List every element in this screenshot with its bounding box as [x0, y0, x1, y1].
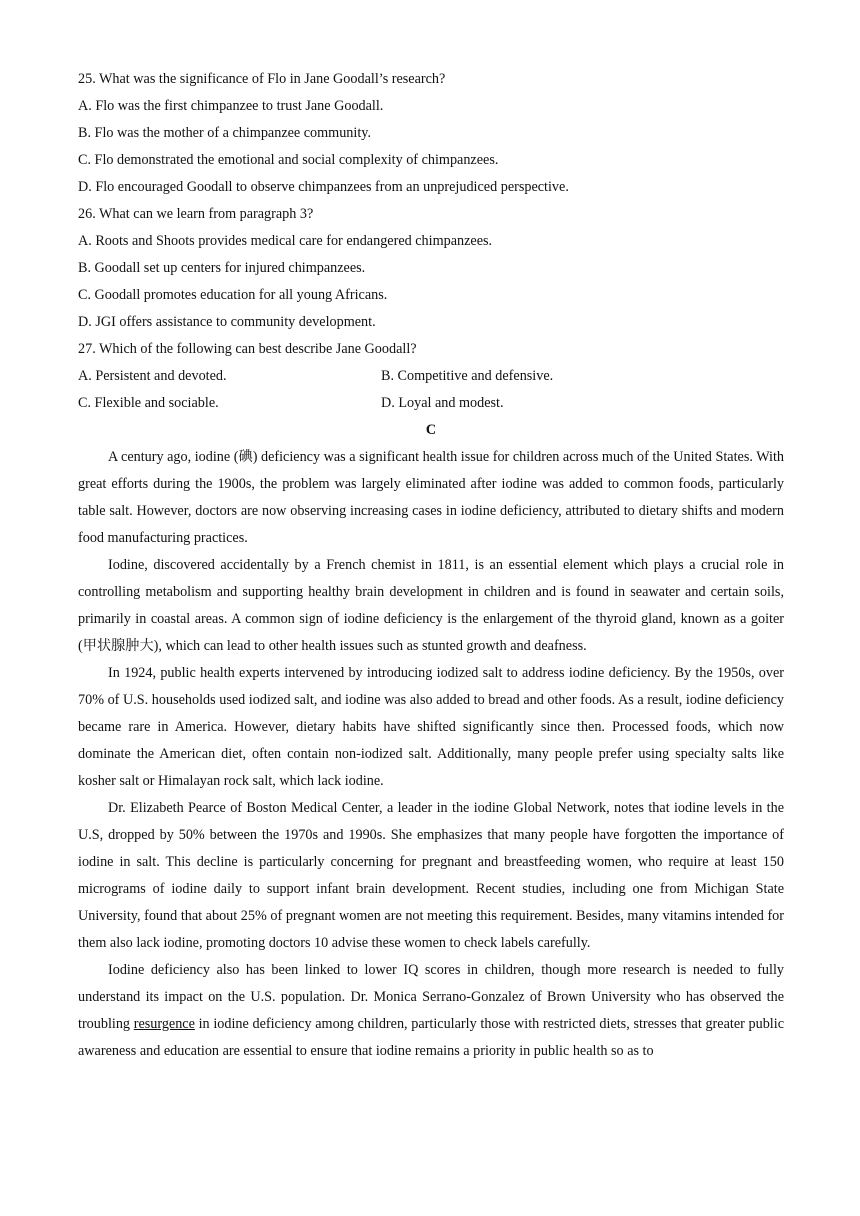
answer-option: C. Flexible and sociable.: [78, 395, 219, 411]
answer-option: A. Flo was the first chimpanzee to trust Jane Goodall.: [78, 98, 384, 114]
answer-option: D. Flo encouraged Goodall to observe chimpanzees from an unprejudiced perspective.: [78, 179, 569, 195]
paragraph-text: Iodine deficiency also has been linked to lower IQ scores in children, though more research is needed to fully understand its impact on the U.S. population. Dr. Monica Serrano-Gonzalez of Brown University who has observed the troubling: [78, 962, 784, 1032]
answer-option: A. Persistent and devoted.: [78, 368, 227, 384]
passage-paragraph: In 1924, public health experts intervened by introducing iodized salt to address iodine deficiency. By the 1950s, over 70% of U.S. households used iodized salt, and iodine was also added to bread and other foods. As a result, iodine deficiency became rare in America. However, dietary habits have shifted significantly since then. Processed foods, which now dominate the American diet, often contain non-iodized salt. Additionally, many people prefer using specialty salts like kosher salt or Himalayan rock salt, which lack iodine.: [78, 665, 784, 789]
question-stem: 27. Which of the following can best describe Jane Goodall?: [78, 341, 417, 357]
paragraph-text: in iodine deficiency among children, particularly those with restricted diets, stresses that greater public awareness and education are essential to ensure that iodine remains a priority in public health so as to: [78, 1016, 784, 1059]
underlined-word: resurgence: [133, 1016, 195, 1032]
passage-paragraph: [78, 957, 784, 1065]
passage-paragraph: Iodine, discovered accidentally by a French chemist in 1811, is an essential element which plays a crucial role in controlling metabolism and supporting healthy brain development in children and is found in seawater and certain soils, primarily in coastal areas. A common sign of iodine deficiency is the enlargement of the thyroid gland, known as a goiter (甲状腺肿大), which can lead to other health issues such as stunted growth and deafness.: [78, 557, 784, 654]
document-page: [78, 66, 784, 1065]
passage-paragraph: A century ago, iodine (碘) deficiency was a significant health issue for children across much of the United States. With great efforts during the 1900s, the problem was largely eliminated after iodine was added to common foods, particularly table salt. However, doctors are now observing increasing cases in iodine deficiency, attributed to dietary shifts and modern food manufacturing practices.: [78, 449, 784, 546]
answer-option: D. JGI offers assistance to community development.: [78, 314, 376, 330]
answer-option: C. Goodall promotes education for all young Africans.: [78, 287, 388, 303]
answer-option: B. Competitive and defensive.: [381, 368, 554, 384]
passage-paragraph: Dr. Elizabeth Pearce of Boston Medical Center, a leader in the iodine Global Network, notes that iodine levels in the U.S, dropped by 50% between the 1970s and 1990s. She emphasizes that many people have forgotten the importance of iodine in salt. This decline is particularly concerning for pregnant and breastfeeding women, who require at least 150 micrograms of iodine daily to support infant brain development. Recent studies, including one from Michigan State University, found that about 25% of pregnant women are not meeting this requirement. Besides, many vitamins intended for them also lack iodine, promoting doctors 10 advise these women to check labels carefully.: [78, 800, 784, 951]
answer-option: D. Loyal and modest.: [381, 395, 504, 411]
answer-option-row: [78, 363, 784, 390]
question-stem: 25. What was the significance of Flo in Jane Goodall’s research?: [78, 71, 446, 87]
answer-option-row: [78, 390, 784, 417]
question-stem: 26. What can we learn from paragraph 3?: [78, 206, 314, 222]
answer-option: A. Roots and Shoots provides medical care for endangered chimpanzees.: [78, 233, 493, 249]
answer-option: B. Goodall set up centers for injured chimpanzees.: [78, 260, 366, 276]
answer-option: C. Flo demonstrated the emotional and social complexity of chimpanzees.: [78, 152, 499, 168]
answer-option: B. Flo was the mother of a chimpanzee community.: [78, 125, 372, 141]
section-heading: C: [425, 422, 437, 438]
